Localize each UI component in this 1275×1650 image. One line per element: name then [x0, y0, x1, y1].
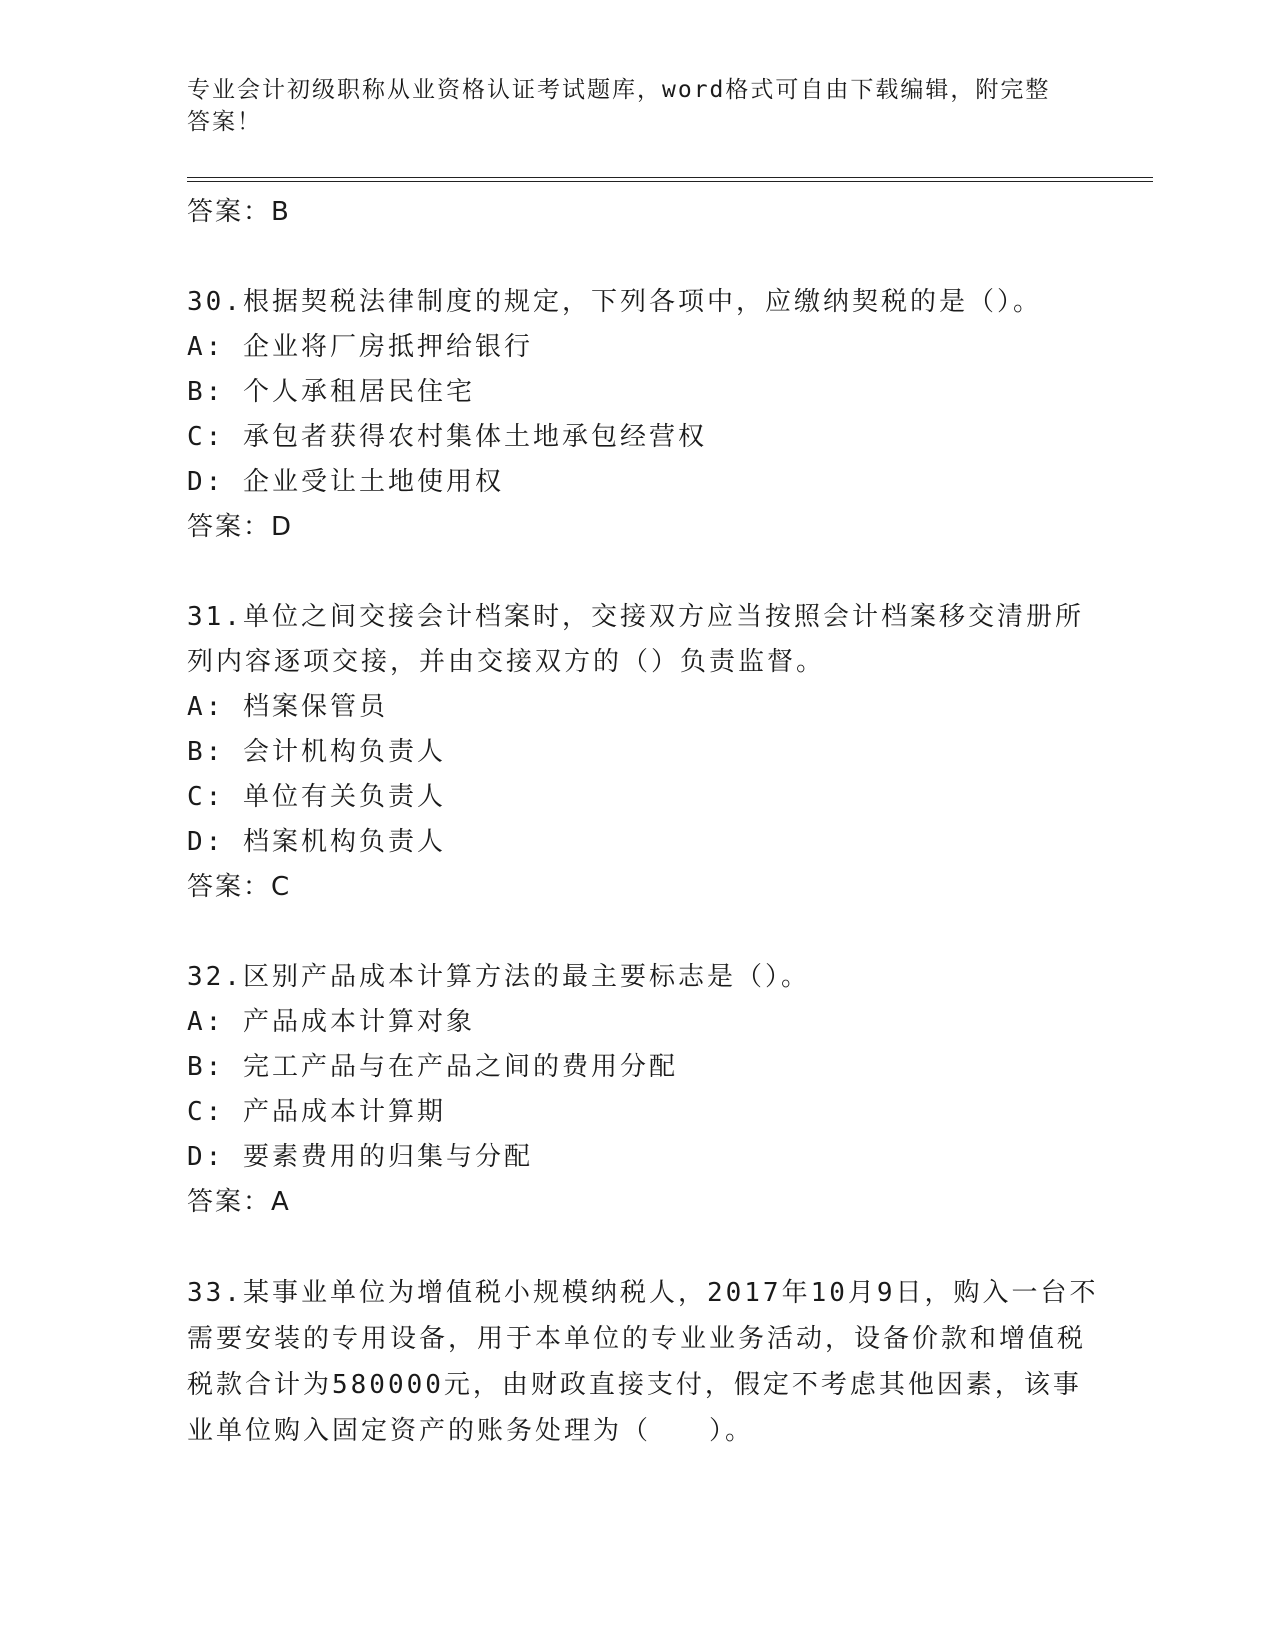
question-stem: 31.单位之间交接会计档案时，交接双方应当按照会计档案移交清册所列内容逐项交接，并由交接双方的（）负责监督。: [187, 602, 1084, 677]
question-answer: 答案：C: [187, 872, 292, 902]
header-rule-double: [187, 181, 1153, 182]
option-c: C: 产品成本计算期: [187, 1097, 446, 1127]
option-a: A: 企业将厂房抵押给银行: [187, 332, 533, 362]
option-d: D: 要素费用的归集与分配: [187, 1142, 533, 1172]
question-stem: 32.区别产品成本计算方法的最主要标志是（）。: [187, 962, 810, 992]
previous-answer: 答案：B: [187, 197, 291, 227]
option-a: A: 档案保管员: [187, 692, 388, 722]
header-rule: [187, 177, 1153, 178]
option-b: B: 会计机构负责人: [187, 737, 446, 767]
option-d: D: 档案机构负责人: [187, 827, 446, 857]
document-header-text: 专业会计初级职称从业资格认证考试题库，word格式可自由下载编辑，附完整答案！: [187, 77, 1051, 135]
option-c: C: 承包者获得农村集体土地承包经营权: [187, 422, 707, 452]
question-stem: 33.某事业单位为增值税小规模纳税人，2017年10月9日，购入一台不需要安装的专用设备，用于本单位的专业业务活动，设备价款和增值税税款合计为580000元，由财政直接支付，假定不考虑其他因素，该事业单位购入固定资产的账务处理为（ ）。: [187, 1278, 1099, 1446]
question-stem: 30.根据契税法律制度的规定，下列各项中，应缴纳契税的是（）。: [187, 287, 1042, 317]
question-item: [187, 595, 1107, 910]
option-a: A: 产品成本计算对象: [187, 1007, 475, 1037]
question-list: [187, 190, 1107, 1454]
option-b: B: 完工产品与在产品之间的费用分配: [187, 1052, 678, 1082]
question-answer: 答案：A: [187, 1187, 291, 1217]
question-item: [187, 955, 1107, 1225]
option-c: C: 单位有关负责人: [187, 782, 446, 812]
option-d: D: 企业受让土地使用权: [187, 467, 504, 497]
question-answer: 答案：D: [187, 512, 294, 542]
question-item: [187, 1270, 1107, 1454]
option-b: B: 个人承租居民住宅: [187, 377, 475, 407]
question-item: [187, 280, 1107, 550]
